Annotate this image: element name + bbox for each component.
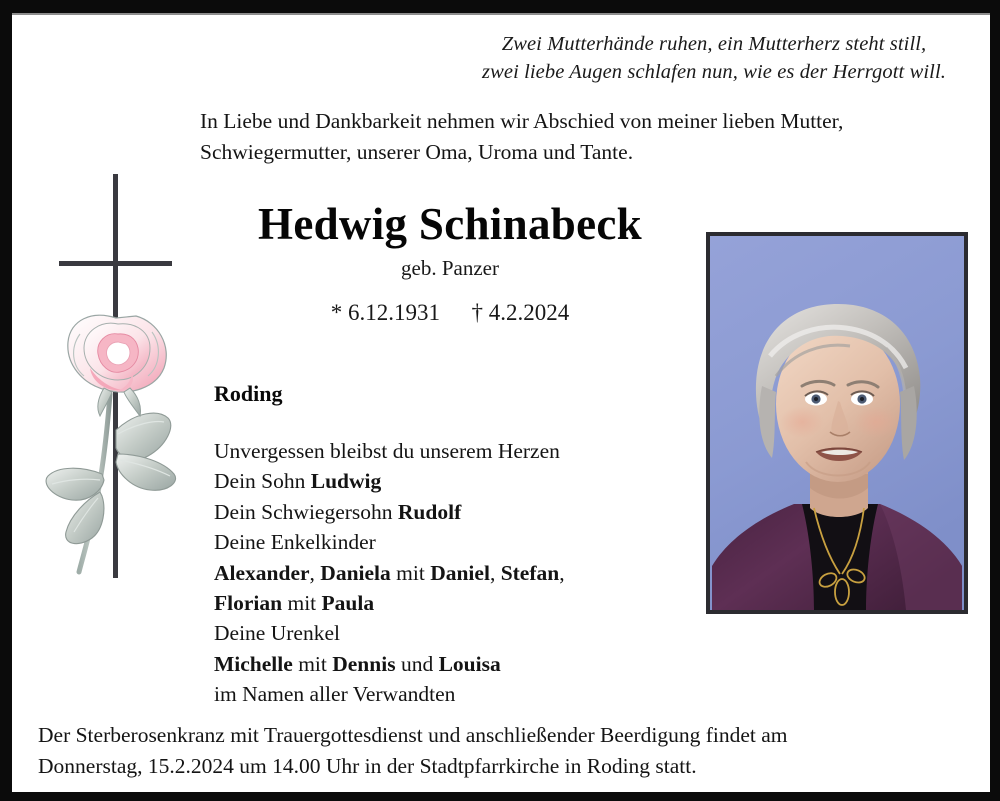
family-heading: Unvergessen bleibst du unserem Herzen: [214, 439, 560, 463]
verse-line-1: Zwei Mutterhände ruhen, ein Mutterherz steht still,: [501, 33, 927, 55]
deceased-name-block: [200, 198, 700, 327]
funeral-line-1: Der Sterberosenkranz mit Trauergottesdienst und anschließender Beerdigung findet am: [38, 723, 788, 747]
family-line: im Namen aller Verwandten: [214, 682, 456, 707]
rose-leaf: [116, 454, 176, 490]
family-block: [214, 436, 684, 710]
frame-border-top: [0, 0, 1000, 13]
intro-text: [200, 106, 972, 168]
frame-inner-rule: [12, 13, 990, 15]
cross-and-rose-illustration: [40, 166, 210, 586]
frame-border-left: [0, 0, 12, 801]
family-line: Dein Schwiegersohn Rudolf: [214, 499, 462, 524]
verse-line-2: zwei liebe Augen schlafen nun, wie es der Herrgott will.: [482, 61, 946, 83]
birth-symbol-icon: *: [330, 300, 343, 325]
family-line: Dein Sohn Ludwig: [214, 469, 382, 494]
memorial-verse: [434, 30, 994, 86]
family-line: Deine Urenkel: [214, 621, 340, 646]
frame-border-right: [990, 0, 1000, 801]
death-date: 4.2.2024: [488, 300, 570, 325]
life-dates: [200, 299, 700, 327]
deceased-name: Hedwig Schinabeck: [258, 199, 642, 249]
intro-line-1: In Liebe und Dankbarkeit nehmen wir Abschied von meiner lieben Mutter,: [200, 109, 844, 133]
rose-leaf: [116, 413, 171, 460]
family-line: Deine Enkelkinder: [214, 530, 376, 555]
place-name: Roding: [214, 381, 283, 406]
deceased-maiden-name: geb. Panzer: [401, 256, 499, 280]
frame-border-bottom: [0, 792, 1000, 801]
portrait-photo: [706, 232, 968, 614]
funeral-line-2: Donnerstag, 15.2.2024 um 14.00 Uhr in der Stadtpfarrkirche in Roding statt.: [38, 754, 697, 778]
death-cross-icon: †: [471, 300, 483, 325]
intro-line-2: Schwiegermutter, unserer Oma, Uroma und Tante.: [200, 140, 634, 164]
birth-date: 6.12.1931: [348, 300, 440, 325]
family-line: Michelle mit Dennis und Louisa: [214, 651, 501, 676]
family-line: Alexander, Daniela mit Daniel, Stefan,: [214, 560, 565, 585]
notice-sheet: [14, 16, 988, 791]
family-line: Florian mit Paula: [214, 591, 375, 616]
funeral-details: [38, 720, 978, 782]
